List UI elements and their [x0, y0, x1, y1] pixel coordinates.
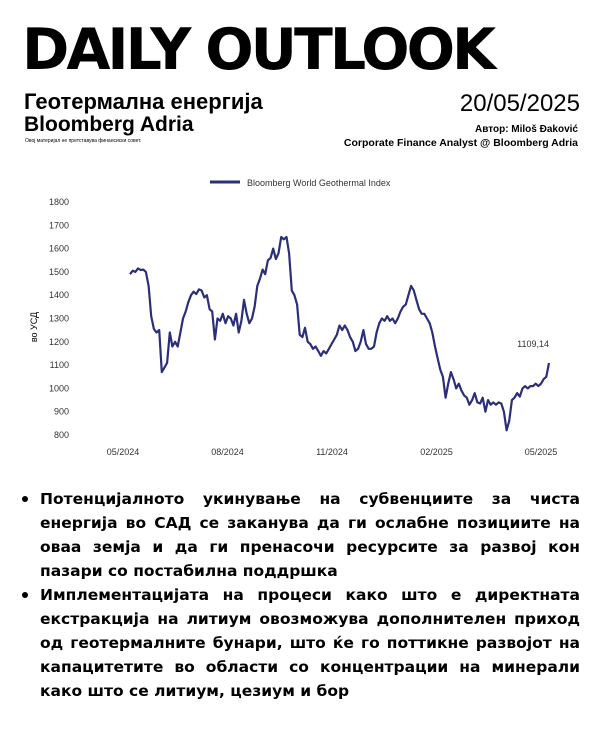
disclaimer-text: Овој материјал не претставува финансиски совет. — [25, 138, 142, 144]
y-tick-label: 900 — [53, 406, 69, 417]
line-chart — [0, 165, 600, 475]
report-date: 20/05/2025 — [459, 90, 580, 117]
masthead-title: DAILY OUTLOOK — [22, 17, 494, 83]
x-tick-label: 08/2024 — [211, 447, 244, 457]
y-tick-label: 1800 — [48, 197, 69, 207]
report-topic: Геотермална енергија — [24, 89, 263, 114]
legend-label: Bloomberg World Geothermal Index — [247, 178, 391, 188]
chart-legend — [210, 178, 391, 188]
series-layer — [130, 237, 549, 430]
series-line — [130, 237, 549, 430]
author-line: Автор: Miloš Đaković — [474, 124, 578, 135]
key-point-1 — [20, 487, 580, 583]
y-tick-labels — [49, 197, 69, 440]
brand-name: Bloomberg Adria — [24, 113, 194, 136]
y-tick-label: 1400 — [48, 290, 69, 301]
y-tick-label: 1300 — [48, 313, 69, 324]
key-point-2 — [20, 583, 580, 703]
key-point-1-text: Потенцијалното укинување на субвенциите за чиста енергија во САД се заканува да ги ослабне позициите на оваа земја и да ги пренасочи ресурсите за развој кон пазари со постабилна поддршка — [40, 490, 580, 580]
y-tick-label: 1600 — [48, 243, 69, 254]
x-tick-labels — [107, 447, 558, 457]
chart-svg — [0, 165, 600, 475]
y-tick-label: 1100 — [49, 360, 69, 371]
x-tick-label: 05/2025 — [524, 447, 558, 457]
last-value-label: 1109,14 — [517, 338, 549, 349]
y-tick-label: 800 — [53, 430, 69, 440]
x-tick-label: 11/2024 — [316, 447, 348, 457]
x-tick-label: 05/2024 — [106, 447, 140, 457]
key-point-2-text: Имплементацијата на процеси како што е директната екстракција на литиум овозможува дополнителен приход од геотермалните бунари, што ќе го поттикне развојот на капацитетите во области со концентрации на минерали како што се литиум, цезиум и бор — [40, 586, 580, 700]
y-tick-label: 1200 — [48, 336, 69, 347]
author-role: Corporate Finance Analyst @ Bloomberg Adria — [343, 137, 578, 149]
key-points-list — [20, 487, 580, 703]
y-tick-label: 1500 — [48, 266, 69, 277]
x-tick-label: 02/2025 — [420, 447, 453, 457]
bullet-dot — [22, 496, 28, 502]
y-tick-label: 1700 — [48, 220, 69, 231]
y-axis-label: во УСД — [29, 311, 39, 343]
bullet-dot — [22, 592, 28, 598]
y-tick-label: 1000 — [48, 383, 69, 394]
